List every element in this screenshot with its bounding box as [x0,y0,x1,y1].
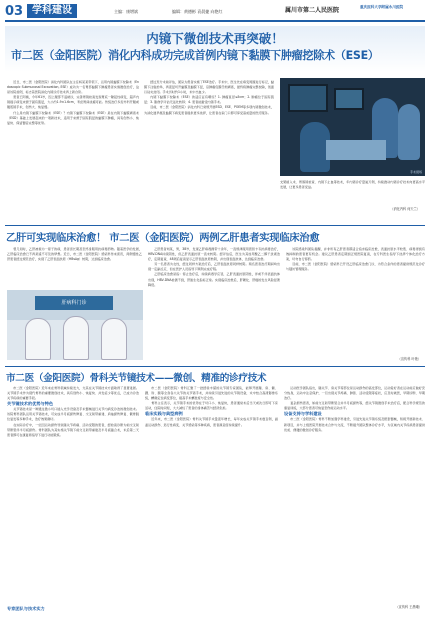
paragraph: 乙肝临床治愈是指：停止治疗后，持续病毒学应答，乙肝表面抗原阴性，伴或不伴表面抗体出现，HBV-DNA检测不到，肝脏生化指标正常。实现临床治愈后，肝硬化、肝癌的发生风险显著降低。 [148,272,280,287]
article2-col1 [7,247,142,287]
editor-line: 主编：康增斌 [114,9,138,14]
table-shape [326,140,386,160]
subheading: 设备支持与学科建设 [284,411,322,417]
sub-masthead: 重庆医科大学附属永川医院 [360,5,404,9]
divider [5,366,425,367]
paragraph: 市二医（金阳医院）近年来在骨科领域持续发力，尤其在关节镜技术方面取得了显著进展。关节镜手术作为现代骨科的重要微创技术，具有创伤小、恢复快、并发症少等优点，已成为诊治关节疾病的重要手段。 [7,386,139,401]
subheading: 关节镜技术的优势与特色 [7,401,54,407]
doctor-shape [63,316,89,360]
paragraph: 目前，市二医（金阳医院）消化内科已常规开展ESD、ESE、POEM等多项内镜微创技术，为消化道早癌及黏膜下病变患者提供更多选择，让患者在家门口即可享受高质量的医疗服务。 [144,105,274,115]
paragraph: 目前，市二医（金阳医院）感染科已开设乙肝临床治愈门诊，为符合条件的患者提供规范化诊疗与随访管理服务。 [286,262,425,272]
article1-col1 [7,80,139,220]
paragraph: 另一名患者为女性，经过同样方案治疗后，乙肝表面抗原同样转阴。两名患者治疗期间均出现一定副反应，但在医护人员指导下顺利完成疗程。 [148,262,280,272]
article2-col2 [148,247,280,365]
article3-title: 市二医（金阳医院）骨科关节镜技术——微创、精准的诊疗技术 [6,373,267,384]
photo-caption: 手术现场 [409,170,422,174]
article1-title: 市二医（金阳医院）消化内科成功完成首例内镜下黏膜下肿瘤挖除术（ESE） [11,49,379,62]
article2-col3 [286,247,425,347]
article1-kicker: 内镜下微创技术再突破！ [146,31,284,46]
page-number: 03 [5,4,24,19]
article1-credit: （消化内科 何天兰） [390,207,420,211]
paragraph: 什么是内镜下黏膜下挖除术（ESE）？内镜下黏膜下挖除术（ESE）是在内镜下黏膜剥离术（ESD）基础上发展起来的一项新技术，适用于来源于固有肌层的黏膜下肿瘤，具有创伤小、恢复快、保留器官完整等优势。 [7,110,139,125]
paragraph: 近年来，市二医（金阳医院）骨科关节镜手术量逐年增长，每年完成关节镜手术数百例，涵盖运动损伤、退行性病变、关节感染等多种疾病，患者满意度持续提升。 [145,417,278,427]
article3-col2 [145,386,278,606]
article3-col3 [284,386,425,601]
paragraph: 该院感染科团队提醒，并非所有乙肝患者都适合追求临床治愈，表面抗原水平较低、病毒得到有效抑制的患者更有机会。建议乙肝患者定期到正规医院复查，在专科医生指导下选择个体化治疗方案，切勿自行停药。 [286,247,425,262]
paragraph: 市二医（金阳医院）骨科不断加强学科建设，引进先进关节镜系统及配套器械，积极开展新技术、新项目，并与上级医院开展技术合作与交流，不断提升团队整体诊疗水平，为区域内关节疾病患者提供优质、便捷的微创诊疗服务。 [284,417,425,432]
paragraph: 内镜下黏膜下挖除术（ESE）的适应证有哪些？1. 肿瘤直径≤5cm；2. 肿瘤位于固有肌层；3. 影像学评估无远处转移；4. 患者能耐受内镜手术。 [144,95,274,105]
divider [5,225,425,226]
paragraph: 关节镜技术是一种通过微小切口插入光学设备及手术器械进行关节内病变诊治的微创技术。该院骨科团队运用关节镜技术，可完成半月板损伤修复、交叉韧带重建、肩袖损伤修复、髌骨脱位复发等多种手术，治疗效果确切。 [7,407,139,422]
article1-col3: 支架植入术、胃肠镜检查、内镜下止血等技术，年内镜诊疗量逾万例，持续推动内镜诊疗技术向更高水平发展，让更多患者受益。 [280,180,425,190]
paragraph: 市二医（金阳医院）骨科汇聚了一批经验丰富的关节镜专家团队，能够开展膝、肩、髋、踝、肘、腕等全身各大关节的关节镜手术，并持续引进先进的关节镜设备，术中结合高清影像系统，精确定位病变部位，提高手术精准度与安全性。 [145,386,278,401]
paragraph: 骨科主任表示，关节镜手术的优势在于切口小、恢复快，患者通常术后当天或次日即可下床活动，住院时间短，大大减轻了患者的身体痛苦与经济负担。 [145,401,278,411]
article3-credit: （宣传科 王晨曦） [395,605,422,609]
monitor-shape [334,88,364,110]
paragraph: 复杂损伤患者，如前交叉韧带断裂合并半月板损伤等，经关节镜微创手术治疗后，配合科学规范的康复训练，大部分患者可恢复至伤前运动水平。 [284,401,425,411]
paragraph: 乙肝患者刘某，男，38岁，发现乙肝病毒携带十余年，一直规律服用恩替卡韦抗病毒治疗，HBV-DNA持续阴性，但乙肝表面抗原一直未转阴。经评估后，医生为其加用聚乙二醇干扰素治疗，定期复查，48周后复查显示乙肝表面抗原转阴，并出现表面抗体，达到临床治愈。 [148,247,280,262]
doctor-shape [25,318,51,360]
surgery-photo [280,78,425,176]
paragraph: 近日，市二医（金阳医院）消化内科团队在主任杨某某带领下，运用内镜黏膜下挖除术（Endoscopic Submucosal Excavation, ESE）成功为一名胃部黏膜下肿瘤患者实施微创治疗，这是该院首例，标志着医院消化内镜诊疗技术再上新台阶。 [7,80,139,95]
clinic-sign-text: 肝病科门诊 [61,300,87,306]
clinic-sign [35,296,113,310]
footer-heading: 专家团队与技术实力 [7,606,45,611]
paragraph: 曾几何时，乙肝被视为一辈子的病，患者需长期甚至终身服用抗病毒药物。随着医学的发展，乙肝临床治愈已不再是遥不可及的梦想。近日，市二医（金阳医院）感染科传来喜讯，两例慢性乙肝患者经过规范治疗，实现了乙肝表面抗原（HBsAg）转阴，达到临床治愈。 [7,247,142,262]
page-header [0,0,430,22]
section-label: 学科建设 [27,4,77,18]
paragraph: 患者王阿姨，今年61岁，因上腹部不适就诊，完善胃镜检查发现胃底一隆起性病变，超声内镜提示病变来源于固有肌层，大小约1.9×1.6cm，考虑胃间质瘤可能。传统治疗多需外科开腹或腹腔镜手术，创伤大、恢复慢。 [7,95,139,110]
article2-title: 乙肝可实现临床治愈！ 市二医（金阳医院）两例乙肝患者实现临床治愈 [6,232,320,244]
doctor-shape [101,318,127,360]
paragraph: 在实际诊疗中，一位因运动损伤导致膝关节疼痛、活动受限的患者，经检查诊断为前交叉韧带断裂伴半月板损伤。骨科团队为其实施关节镜下前交叉韧带重建及半月板缝合术，术后第二天患者即可在康复师指导下进行功能锻炼。 [7,422,139,437]
header-rule [5,20,425,22]
surgeon-shape [398,104,420,160]
proof-line: 编辑：黄德彬 袁晨捷 向艳红 [172,9,223,14]
subheading: 临床实践与典型病例 [145,411,183,417]
article1-title-band [5,26,425,72]
article1-col2 [144,80,274,220]
paragraph: 经过充分术前评估，团队为患者实施了ESE治疗。手术中，医生先在病变周围进行标记，黏膜下注射抬举，再逐层切开黏膜及黏膜下层，沿肿瘤包膜仔细剥离，最终将肿瘤完整挖除，创面以钛夹封闭。手术历时约1小时，术中出血少。 [144,80,274,95]
clinic-photo [7,290,143,360]
article2-credit: （宣传科 叶艳） [397,357,421,361]
monitor-shape [288,84,328,112]
paragraph: 运动医学团队指出，膝关节、肩关节等部位是运动损伤的高发部位，运动爱好者在运动前应做好充分热身，运动中注意保护，一旦出现关节疼痛、肿胀、活动受限等症状，应及时就医，早期诊断、早期治疗。 [284,386,425,401]
masthead: 属川市第二人民医院 [285,7,340,14]
article3-col1 [7,386,139,606]
